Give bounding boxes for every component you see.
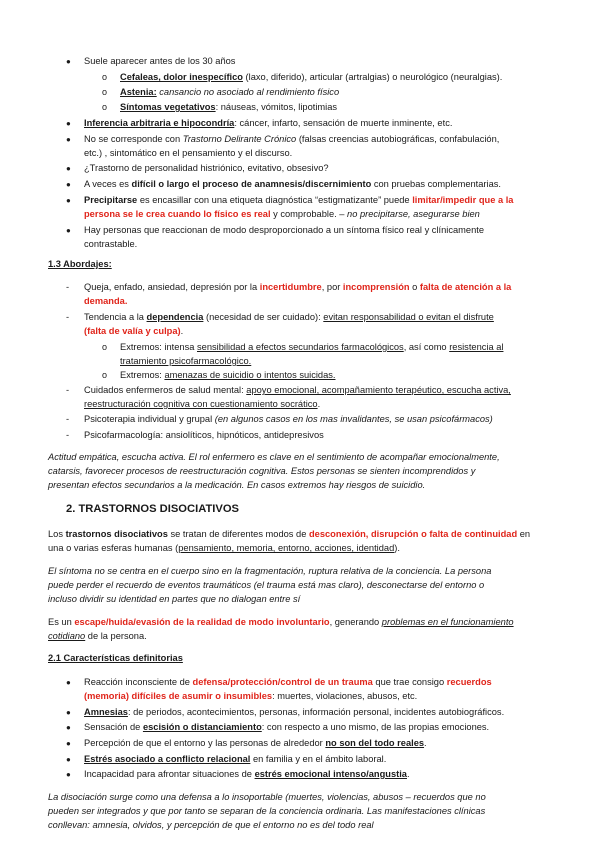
list-item: Extremos: amenazas de suicidio o intentos suicidas.: [120, 370, 336, 380]
note-line: presentan efectos secundarios a la medicación. En casos extremos hay riesgos de suicidio.: [48, 480, 426, 490]
list-item-continuation: demanda.: [84, 296, 128, 306]
list-item: Amnesias: de periodos, acontecimientos, personas, información personal, incidentes autobiográficos.: [84, 707, 505, 717]
bullet-icon: ●: [66, 678, 71, 687]
bullet-icon: ●: [66, 226, 71, 235]
paragraph: Es un escape/huida/evasión de la realidad de modo involuntario, generando problemas en el funcionamiento: [48, 617, 514, 627]
paragraph: Los trastornos disociativos se tratan de diferentes modos de desconexión, disrupción o falta de continuidad en: [48, 529, 531, 539]
dash-bullet: -: [66, 312, 70, 322]
list-item-continuation: etc.) , sintomático en el pensamiento y el discurso.: [84, 148, 293, 158]
note-line: La disociación surge como una defensa a lo insoportable (muertes, violencias, abusos – recuerdos que no: [48, 792, 486, 802]
list-item: No se corresponde con Trastorno Delirante Crónico (falsas creencias autobiográficas, confabulación,: [84, 134, 500, 144]
bullet-icon: ●: [66, 119, 71, 128]
list-item: Síntomas vegetativos: náuseas, vómitos, lipotimias: [120, 102, 338, 112]
section-heading: 1.3 Abordajes:: [48, 259, 112, 269]
list-item: Reacción inconsciente de defensa/protección/control de un trauma que trae consigo recuerdos: [84, 677, 492, 687]
bullet-icon: ●: [66, 755, 71, 764]
circle-bullet-icon: o: [102, 342, 108, 352]
list-item-continuation: reestructuración cognitiva con cuestionamiento socrático.: [84, 399, 321, 409]
list-item: Percepción de que el entorno y las personas de alrededor no son del todo reales.: [84, 738, 427, 748]
list-item-continuation: contrastable.: [84, 239, 138, 249]
dash-bullet: -: [66, 282, 70, 292]
list-item: A veces es difícil o largo el proceso de anamnesis/discernimiento con pruebas complementarias.: [84, 179, 501, 189]
bullet-icon: ●: [66, 164, 71, 173]
bullet-icon: ●: [66, 708, 71, 717]
list-item: Extremos: intensa sensibilidad a efectos secundarios farmacológicos, así como resistencia al: [120, 342, 504, 352]
paragraph-continuation: cotidiano de la persona.: [48, 631, 147, 641]
list-item: Queja, enfado, ansiedad, depresión por la incertidumbre, por incomprensión o falta de atención a la: [84, 282, 512, 292]
paragraph-continuation: una o varias esferas humanas (pensamiento, memoria, entorno, acciones, identidad).: [48, 543, 400, 553]
bullet-icon: ●: [66, 135, 71, 144]
bullet-icon: ●: [66, 180, 71, 189]
list-item: Hay personas que reaccionan de modo desproporcionado a un síntoma físico real y clínicamente: [84, 225, 484, 235]
circle-bullet-icon: o: [102, 87, 108, 97]
list-item-continuation: persona se le crea cuando lo físico es real y comprobable. – no precipitarse, asegurarse bien: [84, 209, 480, 219]
italic-paragraph-line: puede perder el recuerdo de eventos traumáticos (el trauma está mas claro), desconectarse del entorno o: [48, 580, 485, 590]
list-item-continuation: (falta de valía y culpa).: [84, 326, 184, 336]
bullet-icon: ●: [66, 196, 71, 205]
list-item: Cefaleas, dolor inespecífico (laxo, diferido), articular (artralgias) o neurológico (neuralgias).: [120, 72, 503, 82]
list-item: Sensación de escisión o distanciamiento: con respecto a uno mismo, de las propias emociones.: [84, 722, 490, 732]
list-item: ¿Trastorno de personalidad histriónico, evitativo, obsesivo?: [84, 163, 329, 173]
note-line: pueden ser integrados y que por tanto se separan de la conciencia ordinaria. Las manifestaciones clínicas: [48, 806, 486, 816]
note-line: Actitud empática, escucha activa. El rol enfermero es clave en el sentimiento de acompañar emocionalmente,: [48, 452, 500, 462]
bullet-icon: ●: [66, 723, 71, 732]
list-item: Tendencia a la dependencia (necesidad de ser cuidado): evitan responsabilidad o evitan el disfrute: [84, 312, 494, 322]
dash-bullet: -: [66, 385, 70, 395]
note-line: conllevan: amnesia, olvidos, y percepción de que el entorno no es del todo real: [48, 820, 374, 830]
circle-bullet-icon: o: [102, 102, 108, 112]
list-item-continuation: (memoria) difíciles de asumir o insumibles: muertes, violaciones, abusos, etc.: [84, 691, 418, 701]
list-item: Precipitarse es encasillar con una etiqueta diagnóstica “estigmatizante” puede limitar/impedir que a la: [84, 195, 514, 205]
list-item: Psicofarmacología: ansiolíticos, hipnóticos, antidepresivos: [84, 430, 324, 440]
list-item: Psicoterapia individual y grupal (en algunos casos en los mas invalidantes, se usan psicofármacos): [84, 414, 493, 424]
dash-bullet: -: [66, 430, 70, 440]
dash-bullet: -: [66, 414, 70, 424]
bullet-icon: ●: [66, 739, 71, 748]
list-item-continuation: tratamiento psicofarmacológico.: [120, 356, 252, 366]
subsection-heading: 2.1 Características definitorias: [48, 653, 183, 663]
italic-paragraph-line: incluso dividir su identidad en partes que no dialogan entre sí: [48, 594, 301, 604]
list-item: Estrés asociado a conflicto relacional en familia y en el ámbito laboral.: [84, 754, 387, 764]
note-line: catarsis, favorecer procesos de reestructuración cognitiva. Estos personas se sienten incomprendidos y: [48, 466, 476, 476]
bullet-icon: ●: [66, 770, 71, 779]
list-item: Cuidados enfermeros de salud mental: apoyo emocional, acompañamiento terapéutico, escucha activa,: [84, 385, 511, 395]
circle-bullet-icon: o: [102, 72, 108, 82]
circle-bullet-icon: o: [102, 370, 108, 380]
list-item: Inferencia arbitraria e hipocondría: cáncer, infarto, sensación de muerte inminente, etc.: [84, 118, 453, 128]
section-title: 2. TRASTORNOS DISOCIATIVOS: [66, 503, 240, 515]
list-item: Astenia: cansancio no asociado al rendimiento físico: [120, 87, 340, 97]
italic-paragraph-line: El síntoma no se centra en el cuerpo sino en la fragmentación, ruptura relativa de la conciencia. La persona: [48, 566, 492, 576]
list-item: Suele aparecer antes de los 30 años: [84, 56, 236, 66]
list-item: Incapacidad para afrontar situaciones de estrés emocional intenso/angustia.: [84, 769, 410, 779]
bullet-icon: ●: [66, 57, 71, 66]
